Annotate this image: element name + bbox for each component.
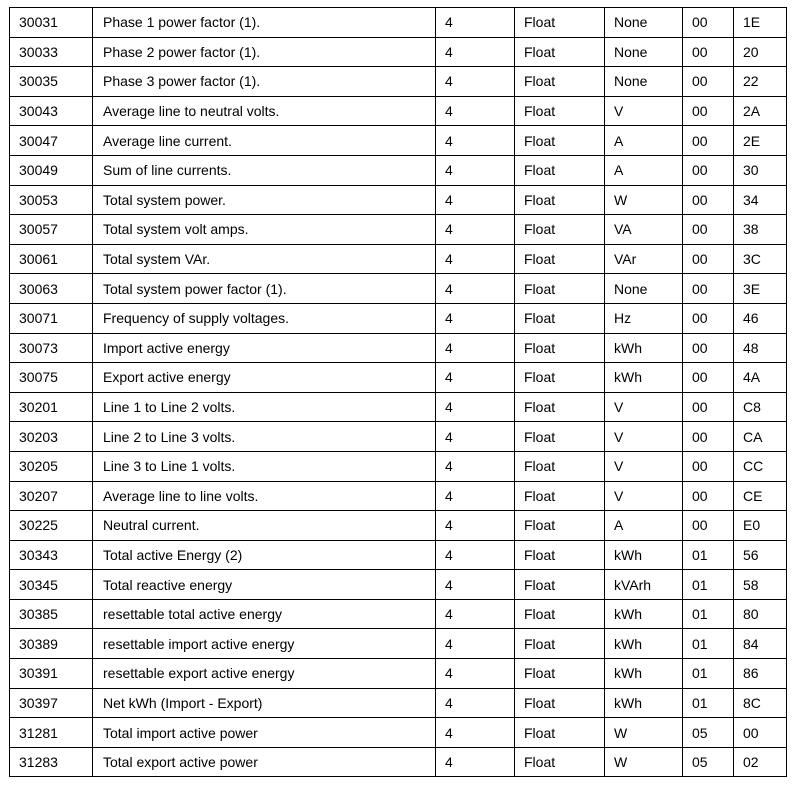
parameter-description-cell: Average line to line volts. xyxy=(93,481,436,511)
parameter-description-cell: Average line current. xyxy=(93,126,436,156)
length-cell: 4 xyxy=(436,659,515,689)
units-cell: V xyxy=(605,96,683,126)
parameter-description-cell: Total export active power xyxy=(93,747,436,777)
parameter-description-cell: Frequency of supply voltages. xyxy=(93,303,436,333)
register-address-cell: 30035 xyxy=(10,67,93,97)
units-cell: kVArh xyxy=(605,570,683,600)
data-format-cell: Float xyxy=(515,96,605,126)
length-cell: 4 xyxy=(436,274,515,304)
register-address-cell: 30063 xyxy=(10,274,93,304)
data-format-cell: Float xyxy=(515,155,605,185)
table-row xyxy=(10,126,787,156)
units-cell: kWh xyxy=(605,629,683,659)
register-address-cell: 30225 xyxy=(10,511,93,541)
data-format-cell: Float xyxy=(515,629,605,659)
length-cell: 4 xyxy=(436,599,515,629)
units-cell: kWh xyxy=(605,599,683,629)
lo-byte-cell: 58 xyxy=(734,570,787,600)
parameter-description-cell: Line 1 to Line 2 volts. xyxy=(93,392,436,422)
lo-byte-cell: 20 xyxy=(734,37,787,67)
register-address-cell: 30049 xyxy=(10,155,93,185)
table-row xyxy=(10,244,787,274)
table-row xyxy=(10,333,787,363)
parameter-description-cell: Sum of line currents. xyxy=(93,155,436,185)
register-address-cell: 30207 xyxy=(10,481,93,511)
data-format-cell: Float xyxy=(515,570,605,600)
units-cell: W xyxy=(605,185,683,215)
register-address-cell: 30385 xyxy=(10,599,93,629)
data-format-cell: Float xyxy=(515,67,605,97)
data-format-cell: Float xyxy=(515,451,605,481)
data-format-cell: Float xyxy=(515,540,605,570)
lo-byte-cell: 3C xyxy=(734,244,787,274)
units-cell: V xyxy=(605,481,683,511)
hi-byte-cell: 00 xyxy=(683,155,734,185)
units-cell: V xyxy=(605,392,683,422)
hi-byte-cell: 00 xyxy=(683,37,734,67)
register-address-cell: 30071 xyxy=(10,303,93,333)
data-format-cell: Float xyxy=(515,8,605,38)
lo-byte-cell: 1E xyxy=(734,8,787,38)
table-row xyxy=(10,274,787,304)
lo-byte-cell: 8C xyxy=(734,688,787,718)
length-cell: 4 xyxy=(436,392,515,422)
table-row xyxy=(10,511,787,541)
parameter-description-cell: resettable import active energy xyxy=(93,629,436,659)
table-row xyxy=(10,747,787,777)
units-cell: A xyxy=(605,155,683,185)
hi-byte-cell: 01 xyxy=(683,659,734,689)
table-row xyxy=(10,422,787,452)
lo-byte-cell: CC xyxy=(734,451,787,481)
register-address-cell: 30389 xyxy=(10,629,93,659)
register-address-cell: 30053 xyxy=(10,185,93,215)
data-format-cell: Float xyxy=(515,718,605,748)
parameter-description-cell: resettable export active energy xyxy=(93,659,436,689)
table-row xyxy=(10,629,787,659)
hi-byte-cell: 00 xyxy=(683,451,734,481)
length-cell: 4 xyxy=(436,67,515,97)
data-format-cell: Float xyxy=(515,747,605,777)
lo-byte-cell: 30 xyxy=(734,155,787,185)
table-row xyxy=(10,67,787,97)
data-format-cell: Float xyxy=(515,274,605,304)
lo-byte-cell: 46 xyxy=(734,303,787,333)
units-cell: A xyxy=(605,126,683,156)
table-row xyxy=(10,303,787,333)
modbus-register-table xyxy=(9,7,787,777)
data-format-cell: Float xyxy=(515,126,605,156)
hi-byte-cell: 00 xyxy=(683,422,734,452)
data-format-cell: Float xyxy=(515,333,605,363)
units-cell: None xyxy=(605,37,683,67)
table-row xyxy=(10,718,787,748)
parameter-description-cell: Total system power. xyxy=(93,185,436,215)
units-cell: None xyxy=(605,67,683,97)
length-cell: 4 xyxy=(436,215,515,245)
length-cell: 4 xyxy=(436,718,515,748)
lo-byte-cell: 2A xyxy=(734,96,787,126)
parameter-description-cell: Export active energy xyxy=(93,363,436,393)
parameter-description-cell: Total active Energy (2) xyxy=(93,540,436,570)
lo-byte-cell: 34 xyxy=(734,185,787,215)
length-cell: 4 xyxy=(436,96,515,126)
lo-byte-cell: 48 xyxy=(734,333,787,363)
units-cell: kWh xyxy=(605,363,683,393)
data-format-cell: Float xyxy=(515,37,605,67)
data-format-cell: Float xyxy=(515,659,605,689)
length-cell: 4 xyxy=(436,422,515,452)
parameter-description-cell: Phase 1 power factor (1). xyxy=(93,8,436,38)
register-address-cell: 30073 xyxy=(10,333,93,363)
register-address-cell: 30075 xyxy=(10,363,93,393)
register-address-cell: 30043 xyxy=(10,96,93,126)
table-row xyxy=(10,451,787,481)
register-address-cell: 30391 xyxy=(10,659,93,689)
length-cell: 4 xyxy=(436,481,515,511)
units-cell: kWh xyxy=(605,659,683,689)
units-cell: kWh xyxy=(605,688,683,718)
table-row xyxy=(10,392,787,422)
lo-byte-cell: 2E xyxy=(734,126,787,156)
length-cell: 4 xyxy=(436,688,515,718)
length-cell: 4 xyxy=(436,570,515,600)
parameter-description-cell: Phase 2 power factor (1). xyxy=(93,37,436,67)
hi-byte-cell: 00 xyxy=(683,303,734,333)
length-cell: 4 xyxy=(436,629,515,659)
hi-byte-cell: 01 xyxy=(683,688,734,718)
table-row xyxy=(10,570,787,600)
hi-byte-cell: 00 xyxy=(683,333,734,363)
register-address-cell: 30203 xyxy=(10,422,93,452)
units-cell: VA xyxy=(605,215,683,245)
data-format-cell: Float xyxy=(515,244,605,274)
data-format-cell: Float xyxy=(515,688,605,718)
table-row xyxy=(10,540,787,570)
hi-byte-cell: 00 xyxy=(683,126,734,156)
length-cell: 4 xyxy=(436,37,515,67)
hi-byte-cell: 00 xyxy=(683,67,734,97)
lo-byte-cell: 84 xyxy=(734,629,787,659)
register-address-cell: 30345 xyxy=(10,570,93,600)
length-cell: 4 xyxy=(436,126,515,156)
data-format-cell: Float xyxy=(515,481,605,511)
register-address-cell: 30033 xyxy=(10,37,93,67)
length-cell: 4 xyxy=(436,155,515,185)
lo-byte-cell: 86 xyxy=(734,659,787,689)
hi-byte-cell: 05 xyxy=(683,747,734,777)
length-cell: 4 xyxy=(436,540,515,570)
units-cell: A xyxy=(605,511,683,541)
length-cell: 4 xyxy=(436,511,515,541)
units-cell: Hz xyxy=(605,303,683,333)
data-format-cell: Float xyxy=(515,185,605,215)
hi-byte-cell: 00 xyxy=(683,392,734,422)
lo-byte-cell: 3E xyxy=(734,274,787,304)
register-address-cell: 30343 xyxy=(10,540,93,570)
hi-byte-cell: 00 xyxy=(683,274,734,304)
length-cell: 4 xyxy=(436,8,515,38)
length-cell: 4 xyxy=(436,303,515,333)
lo-byte-cell: C8 xyxy=(734,392,787,422)
table-row xyxy=(10,96,787,126)
lo-byte-cell: 4A xyxy=(734,363,787,393)
data-format-cell: Float xyxy=(515,392,605,422)
table-row xyxy=(10,659,787,689)
parameter-description-cell: resettable total active energy xyxy=(93,599,436,629)
length-cell: 4 xyxy=(436,363,515,393)
hi-byte-cell: 00 xyxy=(683,215,734,245)
table-row xyxy=(10,215,787,245)
units-cell: W xyxy=(605,747,683,777)
table-row xyxy=(10,155,787,185)
data-format-cell: Float xyxy=(515,363,605,393)
register-address-cell: 30205 xyxy=(10,451,93,481)
units-cell: None xyxy=(605,274,683,304)
register-address-cell: 31283 xyxy=(10,747,93,777)
table-row xyxy=(10,688,787,718)
units-cell: VAr xyxy=(605,244,683,274)
hi-byte-cell: 00 xyxy=(683,363,734,393)
register-address-cell: 30061 xyxy=(10,244,93,274)
register-address-cell: 31281 xyxy=(10,718,93,748)
parameter-description-cell: Import active energy xyxy=(93,333,436,363)
parameter-description-cell: Net kWh (Import - Export) xyxy=(93,688,436,718)
table-row xyxy=(10,8,787,38)
data-format-cell: Float xyxy=(515,303,605,333)
parameter-description-cell: Average line to neutral volts. xyxy=(93,96,436,126)
register-address-cell: 30047 xyxy=(10,126,93,156)
hi-byte-cell: 01 xyxy=(683,540,734,570)
units-cell: V xyxy=(605,422,683,452)
lo-byte-cell: 56 xyxy=(734,540,787,570)
register-address-cell: 30057 xyxy=(10,215,93,245)
length-cell: 4 xyxy=(436,451,515,481)
hi-byte-cell: 01 xyxy=(683,599,734,629)
units-cell: kWh xyxy=(605,540,683,570)
length-cell: 4 xyxy=(436,747,515,777)
hi-byte-cell: 01 xyxy=(683,629,734,659)
hi-byte-cell: 00 xyxy=(683,481,734,511)
parameter-description-cell: Total system volt amps. xyxy=(93,215,436,245)
lo-byte-cell: E0 xyxy=(734,511,787,541)
units-cell: None xyxy=(605,8,683,38)
hi-byte-cell: 00 xyxy=(683,511,734,541)
parameter-description-cell: Total system VAr. xyxy=(93,244,436,274)
hi-byte-cell: 05 xyxy=(683,718,734,748)
units-cell: W xyxy=(605,718,683,748)
lo-byte-cell: 22 xyxy=(734,67,787,97)
table-row xyxy=(10,185,787,215)
hi-byte-cell: 00 xyxy=(683,244,734,274)
parameter-description-cell: Total system power factor (1). xyxy=(93,274,436,304)
hi-byte-cell: 00 xyxy=(683,8,734,38)
data-format-cell: Float xyxy=(515,511,605,541)
parameter-description-cell: Total import active power xyxy=(93,718,436,748)
lo-byte-cell: CE xyxy=(734,481,787,511)
length-cell: 4 xyxy=(436,244,515,274)
parameter-description-cell: Neutral current. xyxy=(93,511,436,541)
parameter-description-cell: Line 2 to Line 3 volts. xyxy=(93,422,436,452)
register-address-cell: 30397 xyxy=(10,688,93,718)
table-body xyxy=(10,8,787,777)
hi-byte-cell: 01 xyxy=(683,570,734,600)
lo-byte-cell: CA xyxy=(734,422,787,452)
lo-byte-cell: 00 xyxy=(734,718,787,748)
parameter-description-cell: Line 3 to Line 1 volts. xyxy=(93,451,436,481)
data-format-cell: Float xyxy=(515,599,605,629)
data-format-cell: Float xyxy=(515,215,605,245)
units-cell: kWh xyxy=(605,333,683,363)
register-address-cell: 30031 xyxy=(10,8,93,38)
table-row xyxy=(10,37,787,67)
parameter-description-cell: Phase 3 power factor (1). xyxy=(93,67,436,97)
length-cell: 4 xyxy=(436,333,515,363)
lo-byte-cell: 02 xyxy=(734,747,787,777)
table-row xyxy=(10,599,787,629)
units-cell: V xyxy=(605,451,683,481)
hi-byte-cell: 00 xyxy=(683,185,734,215)
length-cell: 4 xyxy=(436,185,515,215)
table-row xyxy=(10,363,787,393)
hi-byte-cell: 00 xyxy=(683,96,734,126)
lo-byte-cell: 80 xyxy=(734,599,787,629)
lo-byte-cell: 38 xyxy=(734,215,787,245)
register-address-cell: 30201 xyxy=(10,392,93,422)
parameter-description-cell: Total reactive energy xyxy=(93,570,436,600)
table-row xyxy=(10,481,787,511)
data-format-cell: Float xyxy=(515,422,605,452)
